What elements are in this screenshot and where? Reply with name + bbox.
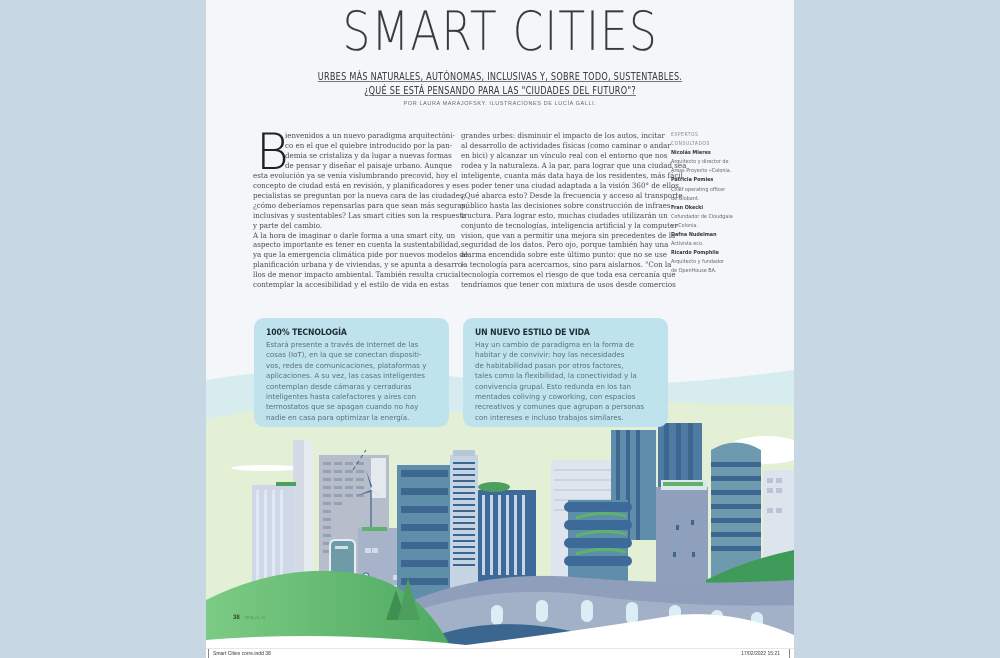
article-title: SMART CITIES	[342, 0, 658, 63]
text-line: pecialistas se preguntan por la nueva cara de las ciudades:	[253, 190, 467, 200]
crop-mark	[208, 649, 209, 658]
text-line: rodea y la naturaleza. A la par, para lograr que una ciudad sea	[461, 160, 687, 170]
magazine-page	[206, 0, 794, 658]
text-line: y parte del cambio.	[253, 220, 323, 230]
text-line: esta evolución ya se venía vislumbrando precovid, hoy el	[253, 170, 458, 180]
footer-timestamp: 17/02/2022 15:21	[741, 651, 780, 657]
box-line: Hay un cambio de paradigma en la forma de	[475, 340, 635, 349]
expert-role: Activista eco.	[671, 241, 704, 248]
text-line: ¿cómo deberíamos repensarlas para que sean más seguras,	[253, 200, 468, 210]
text-line: contemplar la accesibilidad y el estilo de vida en estas	[253, 280, 449, 290]
text-line: la tecnología para acercarnos, sino para aislarnos. "Con la	[461, 260, 672, 270]
experts-sidebar	[671, 131, 781, 277]
expert-name: Dafna Nudelman	[671, 232, 717, 239]
text-line: es poder tener una ciudad adaptada a la visión 360° de ellos.	[461, 180, 682, 190]
text-line: llos de menor impacto ambiental. También resulta crucial	[253, 270, 461, 280]
text-line: al desarrollo de actividades físicas (como caminar o andar	[461, 140, 671, 150]
drop-cap: B	[256, 123, 289, 181]
byline: POR LAURA MARAJOFSKY. ILUSTRACIONES DE LUCÍA GALLI.	[403, 101, 597, 107]
subtitle-line-1: URBES MÁS NATURALES, AUTÓNOMAS, INCLUSIVAS Y, SOBRE TODO, SUSTENTABLES.	[317, 71, 683, 83]
expert-role: Chief operating officer	[671, 186, 726, 193]
box-heading: UN NUEVO ESTILO DE VIDA	[475, 328, 590, 338]
box-line: vos, redes de comunicaciones, plataformas y	[266, 360, 427, 370]
page-number: 38 · OHLALÁ!	[233, 615, 266, 621]
body-column-1	[253, 123, 469, 290]
text-line: inteligente, cuanta más data haya de los residentes, más fácil	[461, 170, 683, 180]
box-line: recreativos y comunes que agrupan a personas	[475, 402, 645, 412]
expert-role: de OpenHouse BA.	[671, 268, 717, 275]
text-line: tructura. Para lograr esto, muchas ciudades utilizarán un	[461, 210, 668, 220]
expert-name: Fran Okecki	[671, 204, 704, 211]
box-line: tales como la flexibilidad, la conectividad y la	[475, 371, 637, 381]
box-line: aplicaciones. A su vez, las casas inteligentes	[266, 371, 425, 381]
expert-role: Cofundador de Cloudgaia	[671, 213, 733, 220]
subtitle-line-2: ¿QUÉ SE ESTÁ PENSANDO PARA LAS "CIUDADES DEL FUTURO"?	[364, 85, 636, 97]
text-line: aspecto importante es tener en cuenta la sustentabilidad,	[253, 240, 461, 250]
text-line: alarma encendida sobre este último punto: que no se use	[461, 250, 667, 260]
text-line: concepto de ciudad está en revisión, y planificadores y es-	[253, 180, 463, 190]
box-line: contemplan desde cámaras y cerraduras	[266, 381, 412, 391]
expert-name: Ricardo Pomphile	[671, 250, 719, 257]
box-line: habitar y de convivir: hoy las necesidades	[475, 350, 625, 360]
box-line: de habitabilidad pasan por otros factores,	[475, 360, 624, 370]
info-box-technology	[254, 318, 449, 427]
box-line: termostatos que se apagan cuando no hay	[266, 402, 419, 412]
text-line: tendríamos que tener con mixtura de usos desde comercios	[461, 280, 676, 290]
text-line: demia se cristaliza y da lugar a nuevas formas	[285, 150, 452, 160]
text-line: ienvenidos a un nuevo paradigma arquitectóni-	[285, 131, 455, 140]
text-line: seguridad de los datos. Pero ojo, porque también hay una	[461, 240, 669, 250]
text-line: conjunto de tecnologías, inteligencia artificial y la computer	[461, 220, 678, 230]
print-slug-footer	[206, 648, 794, 658]
expert-role: y «Colonia.	[671, 222, 698, 229]
text-line: vision, que van a permitir una mejora sin precedentes de la	[461, 230, 676, 240]
expert-role: Arquitecto y fundador	[671, 259, 725, 266]
text-line: en bici) y alcanzar un vínculo real con el entorno que nos	[461, 150, 668, 160]
text-line: planificación urbana y de viviendas, y se apunta a desarro-	[253, 260, 465, 270]
crop-mark	[789, 649, 790, 658]
expert-name: Nicolás Mieres	[671, 150, 711, 157]
text-line: grandes urbes: disminuir el impacto de los autos, incitar	[461, 131, 665, 140]
text-line: tecnología corremos el riesgo de que toda esa cercanía que	[461, 270, 676, 280]
text-line: de pensar y diseñar el paisaje urbano. Aunque	[285, 160, 452, 170]
box-line: inteligentes hasta calefactores y aires con	[266, 392, 417, 402]
text-line: A la hora de imaginar o darle forma a una smart city, un	[253, 230, 456, 240]
info-box-lifestyle	[463, 318, 668, 427]
expert-role: Áreas Proyecto «Colonia.	[671, 168, 732, 175]
expert-role: de Globant.	[671, 195, 700, 202]
text-line: co en el que el quiebre introducido por la pan-	[285, 140, 453, 150]
box-line: nadie en casa para optimizar la energía.	[266, 412, 410, 422]
experts-heading-2: CONSULTADOS	[671, 141, 710, 148]
page-number-value: 38	[233, 615, 240, 621]
footer-file-name: Smart Cities corre.indd 38	[213, 651, 271, 657]
expert-role: Arquitecto y director de	[671, 159, 729, 166]
section-label: OHLALÁ!	[244, 615, 266, 620]
box-line: con intereses e incluso trabajos similares.	[475, 412, 624, 422]
text-line: ¿Qué abarca esto? Desde la frecuencia y acceso al transporte	[461, 190, 683, 200]
box-line: cosas (IoT), en la que se conectan dispositi-	[266, 350, 422, 360]
article-subtitle	[247, 70, 753, 98]
experts-heading-1: EXPERTOS	[671, 132, 699, 138]
expert-name: Patricia Pomies	[671, 177, 714, 184]
box-line: Estará presente a través de Internet de las	[266, 340, 419, 349]
text-line: inclusivas y sustentables? Las smart cities son la respuesta	[253, 210, 467, 220]
box-heading: 100% TECNOLOGÍA	[266, 328, 347, 338]
text-line: ya que la emergencia climática pide por nuevos modelos de	[253, 250, 469, 260]
box-line: convivencia grupal. Esto redunda en los tan	[475, 381, 631, 391]
text-line: público hasta las decisiones sobre construcción de infraes-	[461, 200, 673, 210]
box-line: mentados coliving y coworking, con espacios	[475, 392, 636, 402]
